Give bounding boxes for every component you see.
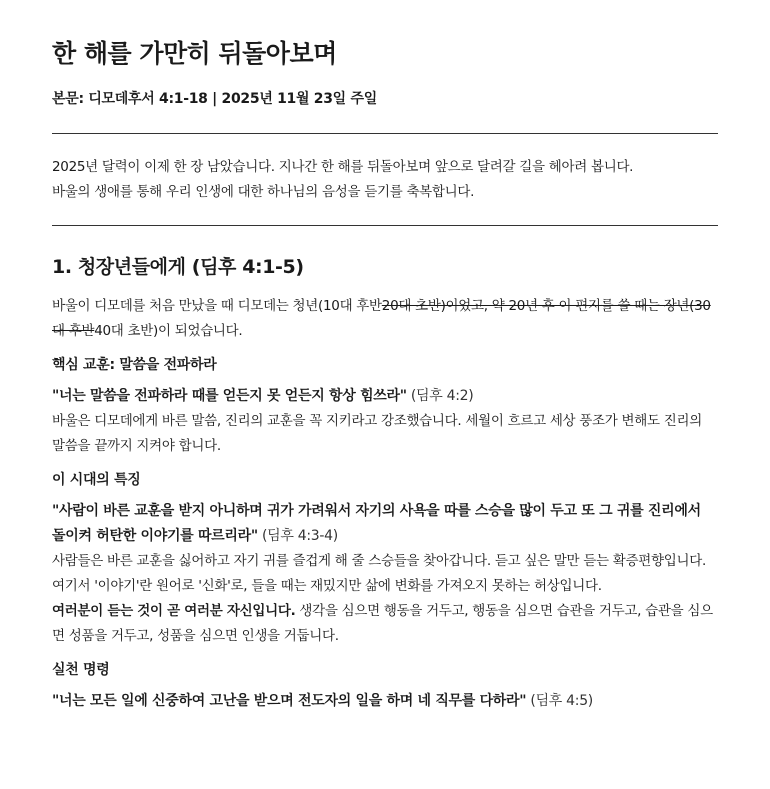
bold-statement: 여러분이 듣는 것이 곧 여러분 자신입니다. [52,603,296,619]
intro-paragraph [52,155,718,205]
quote-reference: (딤후 4:5) [530,693,593,709]
scripture-quote [52,384,718,409]
intro-line-1: 2025년 달력이 이제 한 장 남았습니다. 지나간 한 해를 뒤돌아보며 앞으로 달려갈 길을 헤아려 봅니다. [52,159,634,175]
text-span: 40대 초반)이 되었습니다. [94,323,243,339]
quote-text: "사람이 바른 교훈을 받지 아니하며 귀가 가려워서 자기의 사욕을 따를 스승을 많이 두고 또 그 귀를 진리에서 돌이켜 허탄한 이야기를 따르리라" [52,503,701,544]
subheading-core-lesson: 핵심 교훈: 말씀을 전파하라 [52,357,217,373]
divider [52,133,718,134]
page-title: 한 해를 가만히 뒤돌아보며 [52,39,337,68]
text-span: 바울이 디모데를 처음 만났을 때 디모데는 청년(10대 후반 [52,298,382,314]
body-paragraph: 사람들은 바른 교훈을 싫어하고 자기 귀를 즐겁게 해 줄 스승들을 찾아갑니다. 듣고 싶은 말만 듣는 확증편향입니다. 여기서 '이야기'란 원어로 '신화'로, 들을 때는 재밌지만 삶에 변화를 가져오지 못하는 허상입니다. [52,553,706,594]
body-paragraph: 바울은 디모데에게 바른 말씀, 진리의 교훈을 꼭 지키라고 강조했습니다. 세월이 흐르고 세상 풍조가 변해도 진리의 말씀을 끝까지 지켜야 합니다. [52,413,702,454]
strikethrough-text: 20대 초반)이었고, 약 20년 후 이 편지를 쓸 때는 장년(30대 후반 [52,298,711,339]
quote-text: "너는 모든 일에 신중하여 고난을 받으며 전도자의 일을 하며 네 직무를 다하라" [52,693,527,709]
subheading-command: 실천 명령 [52,662,110,678]
emphasis-paragraph [52,599,718,649]
scripture-and-date: 본문: 디모데후서 4:1-18 | 2025년 11월 23일 주일 [52,91,377,107]
quote-reference: (딤후 4:3-4) [262,528,338,544]
divider [52,225,718,226]
quote-text: "너는 말씀을 전파하라 때를 얻든지 못 얻든지 항상 힘쓰라" [52,388,407,404]
section-heading: 1. 청장년들에게 (딤후 4:1-5) [52,256,304,278]
subheading-era: 이 시대의 특징 [52,472,141,488]
text-span: 생각을 심으면 행동을 거두고, 행동을 심으면 습관을 거두고, 습관을 심으면 성품을 거두고, 성품을 심으면 인생을 거둡니다. [52,603,713,644]
timothy-age-paragraph [52,294,718,344]
scripture-quote [52,689,718,714]
quote-reference: (딤후 4:2) [410,388,474,404]
intro-line-2: 바울의 생애를 통해 우리 인생에 대한 하나님의 음성을 듣기를 축복합니다. [52,184,475,200]
scripture-quote [52,499,718,549]
